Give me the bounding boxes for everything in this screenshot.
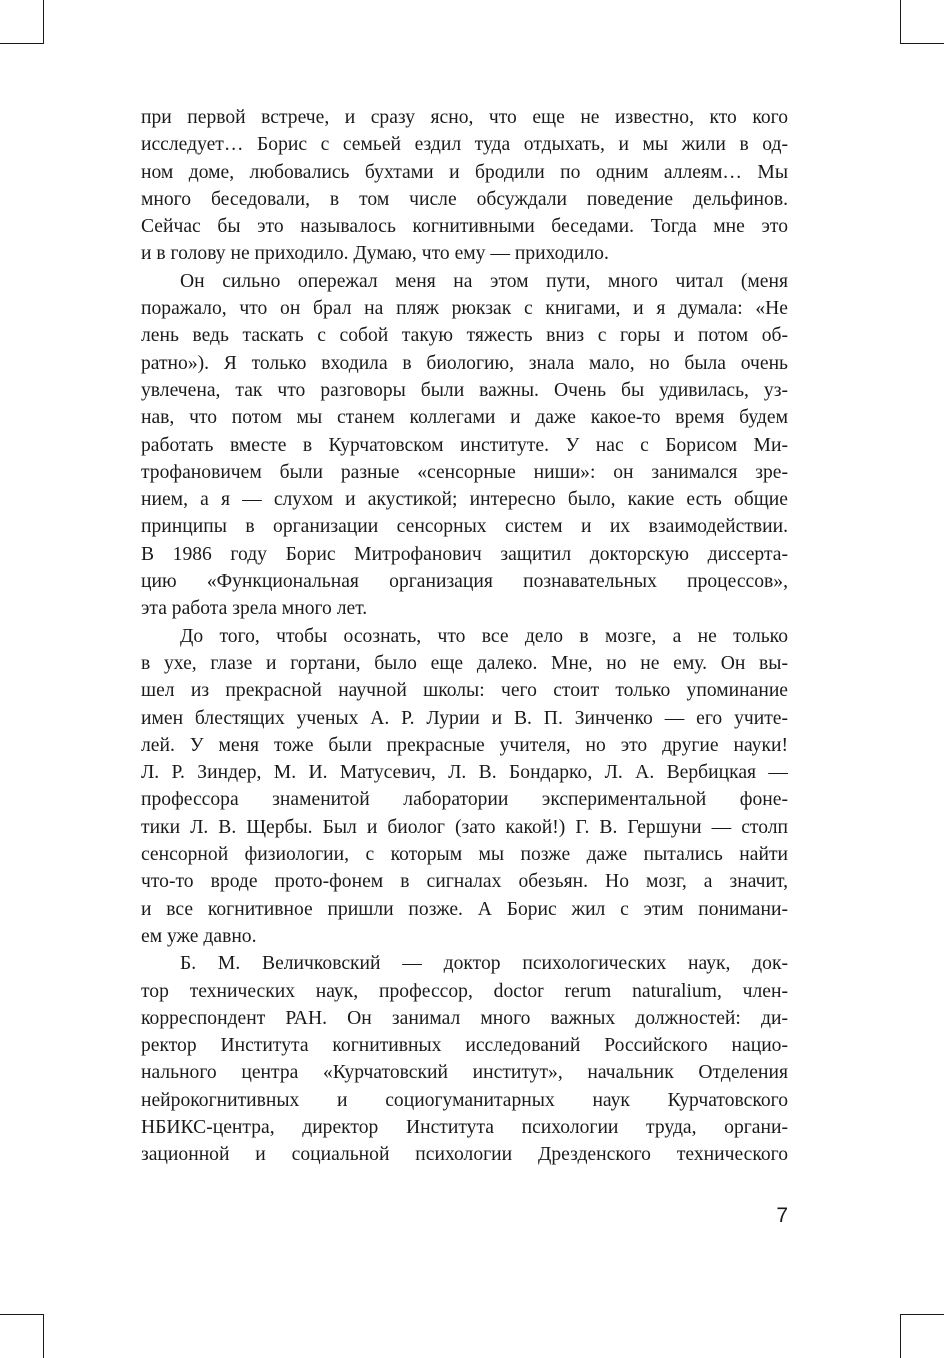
text-line: поражало, что он брал на пляж рюкзак с книгами, и я думала: «Не (141, 298, 788, 320)
text-line: сенсорной физиологии, с которым мы позже даже пытались найти (141, 844, 788, 866)
text-line: эта работа зрела много лет. (141, 598, 368, 620)
text-line: ном доме, любовались бухтами и бродили по одним аллеям… Мы (141, 161, 788, 183)
text-line: и все когнитивное пришли позже. А Борис жил с этим понимани- (141, 898, 788, 920)
text-line: До того, чтобы осознать, что все дело в мозге, а не только (180, 625, 788, 647)
text-line: что-то вроде прото-фонем в сигналах обезьян. Но мозг, а значит, (141, 871, 788, 893)
text-line: НБИКС-центра, директор Института психологии труда, органи- (141, 1116, 788, 1138)
text-line: лей. У меня тоже были прекрасные учителя, но это другие науки! (141, 734, 788, 756)
text-line: профессора знаменитой лаборатории экспериментальной фоне- (141, 789, 788, 811)
text-line: ратно»). Я только входила в биологию, знала мало, но была очень (141, 352, 788, 374)
crop-mark-bottom-right (900, 1314, 901, 1358)
text-line: корреспондент РАН. Он занимал много важных должностей: ди- (141, 1007, 788, 1029)
text-line: Б. М. Величковский — доктор психологических наук, док- (180, 953, 788, 975)
crop-mark-top-right-horizontal (900, 43, 944, 44)
paragraph-1 (141, 104, 788, 268)
text-line: тики Л. В. Щербы. Был и биолог (зато какой!) Г. В. Гершуни — столп (141, 816, 788, 838)
text-line: ем уже давно. (141, 925, 257, 947)
crop-mark-bottom-left (43, 1314, 44, 1358)
text-line: лень ведь таскать с собой такую тяжесть вниз с горы и потом об- (141, 325, 788, 347)
text-line: нав, что потом мы станем коллегами и даже какое-то время будем (141, 407, 788, 429)
text-line: и в голову не приходило. Думаю, что ему — приходило. (141, 243, 609, 265)
text-line: В 1986 году Борис Митрофанович защитил докторскую диссерта- (141, 543, 788, 565)
paragraph-4 (141, 950, 788, 1168)
text-line: трофановичем были разные «сенсорные ниши»: он занимался зре- (141, 461, 788, 483)
text-line: принципы в организации сенсорных систем и их взаимодействии. (141, 516, 788, 538)
paragraph-3 (141, 623, 788, 951)
page-number: 7 (776, 1204, 788, 1227)
body-text (141, 104, 788, 1169)
text-line: увлечена, так что разговоры были важны. Очень бы удивилась, уз- (141, 379, 788, 401)
text-line: исследует… Борис с семьей ездил туда отдыхать, и мы жили в од- (141, 134, 788, 156)
crop-mark-bottom-right-horizontal (900, 1314, 944, 1315)
text-line: тор технических наук, профессор, doctor rerum naturalium, член- (141, 980, 788, 1002)
text-line: шел из прекрасной научной школы: чего стоит только упоминание (141, 680, 788, 702)
text-line: при первой встрече, и сразу ясно, что еще не известно, кто кого (141, 107, 788, 128)
text-line: зационной и социальной психологии Дрезденского технического (141, 1144, 788, 1166)
text-line: нием, а я — слухом и акустикой; интересно было, какие есть общие (141, 489, 788, 511)
text-line: Он сильно опережал меня на этом пути, много читал (меня (180, 270, 788, 292)
text-line: работать вместе в Курчатовском институте. У нас с Борисом Ми- (141, 434, 788, 456)
text-line: Л. Р. Зиндер, М. И. Матусевич, Л. В. Бондарко, Л. А. Вербицкая — (141, 762, 788, 784)
text-line: нейрокогнитивных и социогуманитарных наук Курчатовского (141, 1089, 788, 1111)
crop-mark-top-right (900, 0, 901, 44)
crop-mark-bottom-left-horizontal (0, 1314, 44, 1315)
text-line: нального центра «Курчатовский институт», начальник Отделения (141, 1062, 788, 1084)
text-line: имен блестящих ученых А. Р. Лурии и В. П. Зинченко — его учите- (141, 707, 788, 729)
text-line: ректор Института когнитивных исследований Российского нацио- (141, 1035, 788, 1057)
text-line: много беседовали, в том числе обсуждали поведение дельфинов. (141, 188, 788, 210)
text-line: Сейчас бы это называлось когнитивными беседами. Тогда мне это (141, 216, 788, 238)
crop-mark-top-left (43, 0, 44, 44)
paragraph-2 (141, 268, 788, 623)
text-line: в ухе, глазе и гортани, было еще далеко. Мне, но не ему. Он вы- (141, 652, 788, 674)
text-line: цию «Функциональная организация познавательных процессов», (141, 571, 788, 593)
crop-mark-top-left-horizontal (0, 43, 44, 44)
